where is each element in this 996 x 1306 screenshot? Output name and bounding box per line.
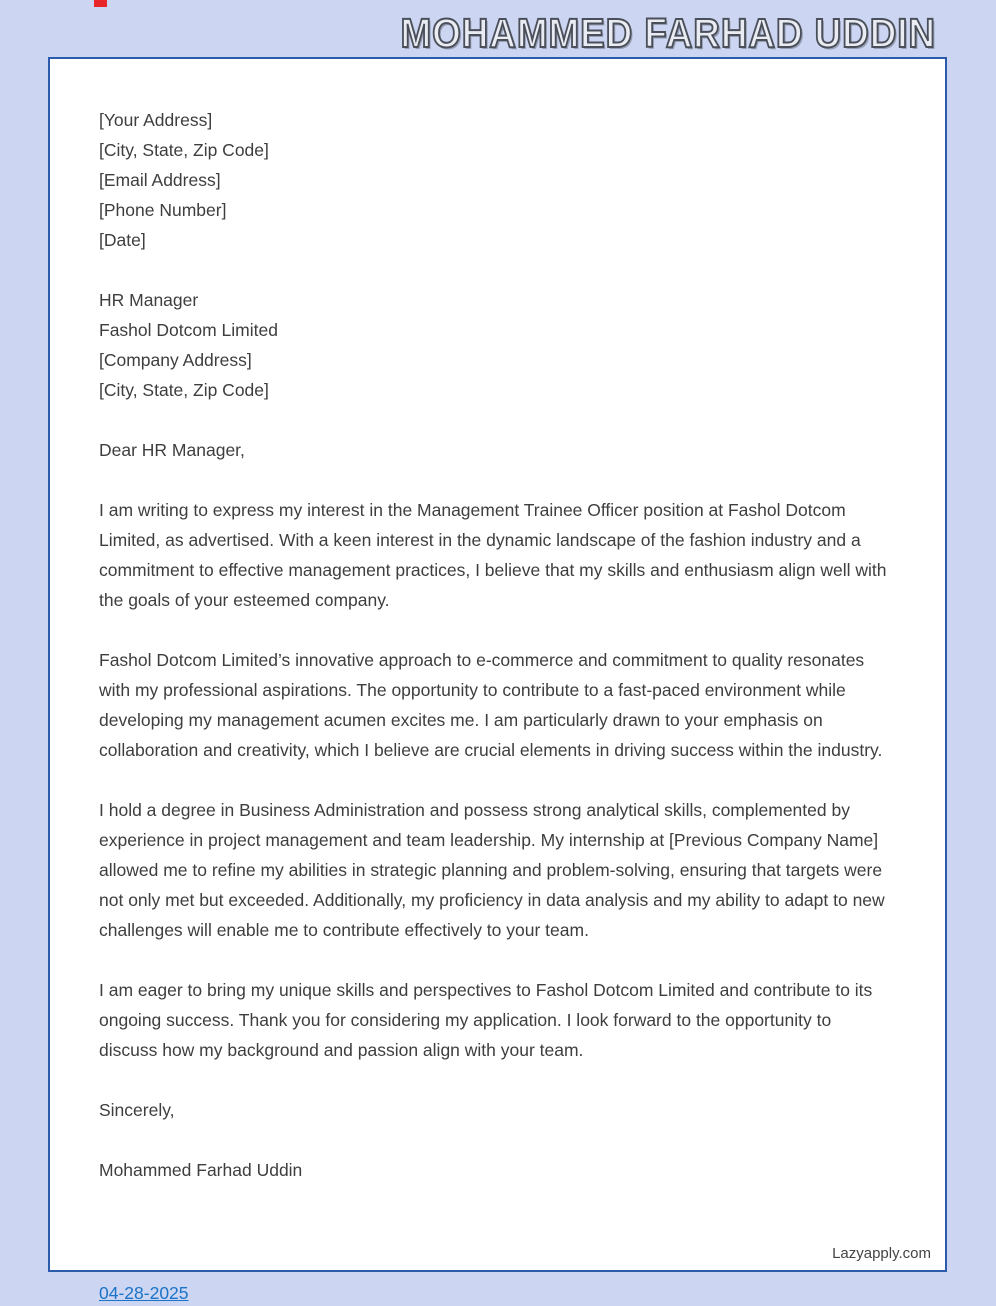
signature-name: Mohammed Farhad Uddin xyxy=(99,1160,303,1180)
recipient-address-line: HR Manager xyxy=(99,290,199,310)
letter-paragraph: I hold a degree in Business Administration and possess strong analytical skills, complemented by experience in project management and team leadership. My internship at [Previous Company Name] allowed me to refine my abilities in strategic planning and problem-solving, ensuring that targets were not only met but exceeded. Additionally, my proficiency in data analysis and my ability to adapt to new challenges will enable me to contribute effectively to your team. xyxy=(99,800,885,940)
lazyapply-watermark: Lazyapply.com xyxy=(832,1245,931,1262)
red-marker xyxy=(94,0,107,7)
sender-address-line: [City, State, Zip Code] xyxy=(99,140,269,160)
date-link[interactable]: 04-28-2025 xyxy=(99,1283,189,1303)
letter-paragraph: I am eager to bring my unique skills and perspectives to Fashol Dotcom Limited and contribute to its ongoing success. Thank you for considering my application. I look forward to the opportunity to discuss how my background and passion align with your team. xyxy=(99,980,873,1060)
recipient-address-line: Fashol Dotcom Limited xyxy=(99,320,278,340)
recipient-address-line: [Company Address] xyxy=(99,350,252,370)
recipient-address-block xyxy=(99,285,887,405)
sender-address-line: [Email Address] xyxy=(99,170,221,190)
sender-address-line: [Date] xyxy=(99,230,146,250)
closing: Sincerely, xyxy=(99,1100,175,1120)
letter-paragraph: I am writing to express my interest in the Management Trainee Officer position at Fashol Dotcom Limited, as advertised. With a keen interest in the dynamic landscape of the fashion industry and a commitment to effective management practices, I believe that my skills and enthusiasm align well with the goals of your esteemed company. xyxy=(99,500,887,610)
letter-paragraph: Fashol Dotcom Limited’s innovative approach to e-commerce and commitment to quality resonates with my professional aspirations. The opportunity to contribute to a fast-paced environment while developing my management acumen excites me. I am particularly drawn to your emphasis on collaboration and creativity, which I believe are crucial elements in driving success within the industry. xyxy=(99,650,883,760)
salutation: Dear HR Manager, xyxy=(99,440,245,460)
header-name: MOHAMMED FARHAD UDDIN xyxy=(400,10,936,56)
cover-letter-document xyxy=(48,57,947,1272)
recipient-address-line: [City, State, Zip Code] xyxy=(99,380,269,400)
sender-address-block xyxy=(99,105,887,255)
sender-address-line: [Phone Number] xyxy=(99,200,227,220)
sender-address-line: [Your Address] xyxy=(99,110,213,130)
